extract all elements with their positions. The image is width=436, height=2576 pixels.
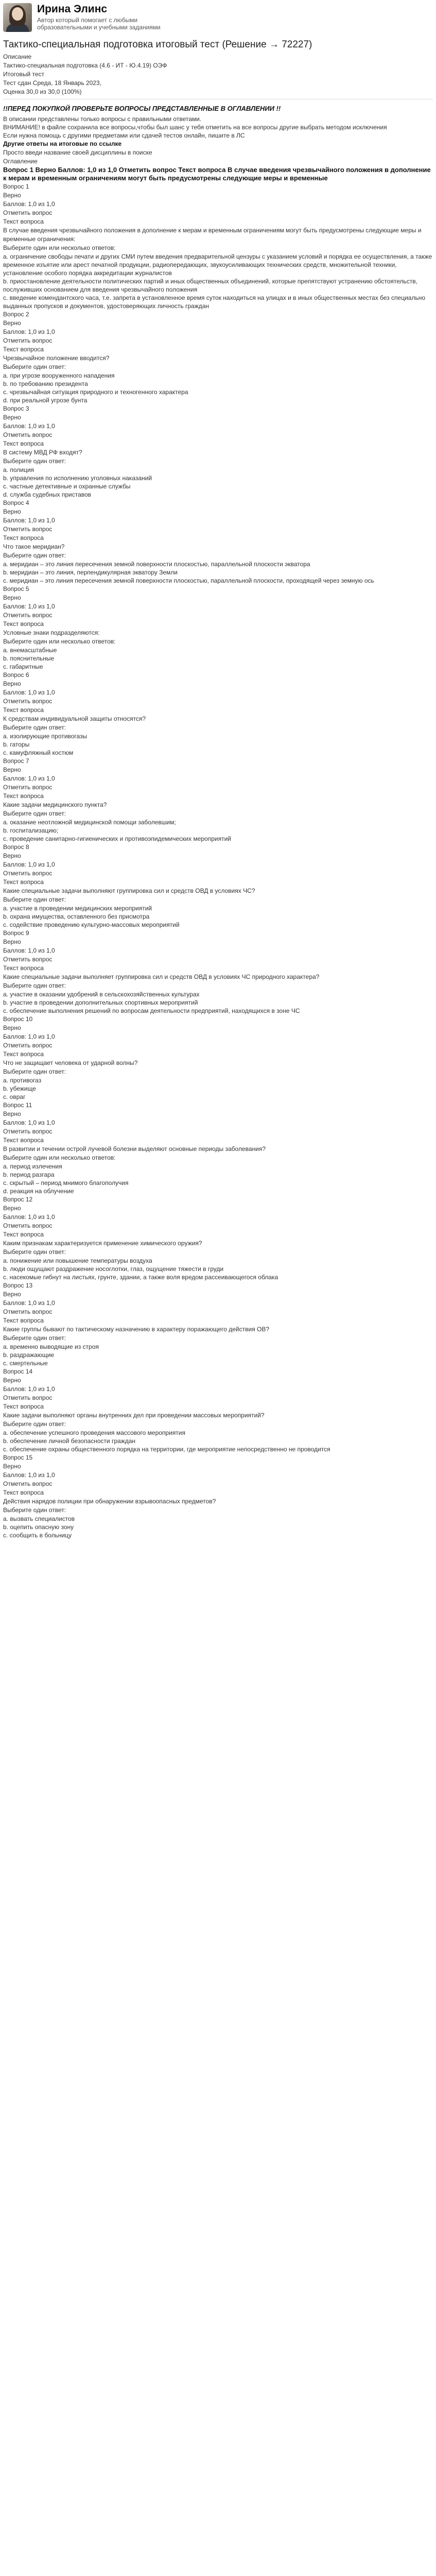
question-block	[0, 1101, 436, 1195]
question-block	[0, 1453, 436, 1539]
answer-instruction: Выберите один ответ:	[3, 724, 66, 731]
question-score: Баллов: 1,0 из 1,0	[3, 1033, 55, 1040]
question-number: Вопрос 14	[3, 1368, 33, 1375]
flag-question-link[interactable]: Отметить вопрос	[3, 1394, 53, 1401]
flag-question-link[interactable]: Отметить вопрос	[3, 337, 53, 344]
question-number: Вопрос 4	[3, 499, 29, 506]
question-score: Баллов: 1,0 из 1,0	[3, 1213, 55, 1221]
other-tests-link[interactable]: Другие ответы на итоговые по ссылке	[3, 140, 122, 147]
question-text: Какие группы бывают по тактическому назначению в характеру поражающего действия ОВ?	[3, 1326, 270, 1333]
intro-line: В описании представлены только вопросы с правильными ответами.	[3, 115, 202, 123]
question-text-label: Текст вопроса	[3, 218, 44, 225]
question-score: Баллов: 1,0 из 1,0	[3, 689, 55, 696]
answer-option: b. убежище	[3, 1085, 36, 1092]
flag-question-link[interactable]: Отметить вопрос	[3, 1480, 53, 1487]
question-number: Вопрос 11	[3, 1101, 32, 1109]
answer-option: d. служба судебных приставов	[3, 491, 92, 498]
author-name[interactable]: Ирина Элинс	[37, 3, 108, 15]
answer-instruction: Выберите один ответ:	[3, 457, 66, 465]
answer-option: a. внемасштабные	[3, 647, 57, 654]
question-block	[0, 404, 436, 499]
answer-instruction: Выберите один или несколько ответов:	[3, 638, 116, 645]
question-text: Чрезвычайное положение вводится?	[3, 354, 110, 362]
answer-option: d. реакция на облучение	[3, 1188, 74, 1195]
question-text-label: Текст вопроса	[3, 964, 44, 972]
question-number: Вопрос 13	[3, 1282, 33, 1289]
question-status: Верно	[3, 1463, 21, 1470]
question-block	[0, 310, 436, 404]
answer-option: c. чрезвычайная ситуация природного и техногенного характера	[3, 388, 188, 396]
question-score: Баллов: 1,0 из 1,0	[3, 861, 55, 868]
question-status: Верно	[3, 192, 21, 199]
flag-question-link[interactable]: Отметить вопрос	[3, 1222, 53, 1229]
answer-option: b. пояснительные	[3, 655, 55, 662]
question-number: Вопрос 10	[3, 1015, 33, 1023]
first-question-summary: Вопрос 1 Верно Баллов: 1,0 из 1,0 Отметить вопрос Текст вопроса В случае введения чрезвычайного положения в дополнение к мерам и временным ограничениям могут быть предусмотрены следующие меры и временные	[3, 166, 431, 182]
answer-option: c. насекомые гибнут на листьях, грунте, здании, а также воля вредом рассеивающегося облака	[3, 1274, 278, 1281]
meta-line: Тактико-специальная подготовка (4.6 - ИТ - Ю.4.19) ОЭФ	[3, 62, 167, 69]
answer-option: b. раздражающие	[3, 1351, 55, 1359]
question-number: Вопрос 7	[3, 757, 29, 765]
answer-option: c. обеспечение выполнения решений по вопросам деятельности предприятий, находящихся в зоне ЧС	[3, 1007, 300, 1014]
question-status: Верно	[3, 766, 21, 773]
flag-question-link[interactable]: Отметить вопрос	[3, 1042, 53, 1049]
question-number: Вопрос 12	[3, 1196, 33, 1203]
question-number: Вопрос 8	[3, 843, 29, 851]
question-text: Действия нарядов полиции при обнаружении взрывоопасных предметов?	[3, 1498, 216, 1505]
answer-option: d. при реальной угрозе бунта	[3, 397, 88, 404]
answer-option: c. содействие проведению культурно-массовых мероприятий	[3, 921, 180, 928]
question-number: Вопрос 15	[3, 1454, 33, 1461]
answer-option: c. смертельные	[3, 1360, 48, 1367]
question-text: Условные знаки подразделяются:	[3, 629, 100, 636]
question-block	[0, 182, 436, 310]
flag-question-link[interactable]: Отметить вопрос	[3, 698, 53, 705]
answer-instruction: Выберите один ответ:	[3, 896, 66, 903]
answer-option: c. сообщить в больницу	[3, 1532, 72, 1539]
question-text: К средствам индивидуальной защиты относятся?	[3, 715, 146, 722]
question-block	[0, 843, 436, 929]
document-meta	[0, 53, 436, 96]
question-text-label: Текст вопроса	[3, 706, 44, 714]
question-score: Баллов: 1,0 из 1,0	[3, 603, 55, 610]
answer-option: a. период излечения	[3, 1163, 62, 1170]
intro-line: Если нужна помощь с другими предметами или сдачей тестов онлайн, пишите в ЛС	[3, 132, 245, 139]
question-block	[0, 929, 436, 1015]
intro-line: ВНИМАНИЕ! в файле сохранила все вопросы,чтобы был шанс у тебя отметить на все вопросы другие выбрать методом исключения	[3, 124, 387, 131]
toc-label: Оглавление	[3, 158, 38, 165]
question-status: Верно	[3, 852, 21, 859]
answer-instruction: Выберите один ответ:	[3, 982, 66, 989]
question-number: Вопрос 1	[3, 183, 29, 190]
question-text: Какие задачи медицинского пункта?	[3, 801, 107, 808]
question-text: В развитии и течении острой лучевой болезни выделяют основные периоды заболевания?	[3, 1145, 266, 1153]
question-block	[0, 585, 436, 671]
question-status: Верно	[3, 1291, 21, 1298]
purchase-notice: !!ПЕРЕД ПОКУПКОЙ ПРОВЕРЬТЕ ВОПРОСЫ ПРЕДСТАВЛЕННЫЕ В ОГЛАВЛЕНИИ !!	[3, 105, 281, 112]
question-block	[0, 1195, 436, 1281]
question-status: Верно	[3, 1110, 21, 1117]
question-text: Какие задачи выполняют органы внутренних дел при проведении массовых мероприятий?	[3, 1412, 265, 1419]
meta-line: Оценка 30,0 из 30,0 (100%)	[3, 88, 82, 95]
answer-option: c. обеспечение охраны общественного порядка на территории, где мероприятие непосредственно не проводится	[3, 1446, 330, 1453]
question-text: Какие специальные задачи выполняет группировка сил и средств ОВД в условиях ЧС природного характера?	[3, 973, 320, 980]
answer-option: c. введение комендантского часа, т.е. запрета в установленное время суток находиться на улицах и в иных общественных местах без специально выданных пропусков и документов, удостоверяющих личность граждан	[3, 294, 425, 310]
flag-question-link[interactable]: Отметить вопрос	[3, 526, 53, 533]
answer-instruction: Выберите один ответ:	[3, 1420, 66, 1428]
answer-option: c. габаритные	[3, 663, 43, 670]
meta-line: Тест сдан Среда, 18 Январь 2023,	[3, 79, 102, 87]
flag-question-link[interactable]: Отметить вопрос	[3, 1308, 53, 1315]
flag-question-link[interactable]: Отметить вопрос	[3, 209, 53, 216]
answer-option: a. полиция	[3, 466, 34, 473]
answer-instruction: Выберите один ответ:	[3, 552, 66, 559]
answer-option: a. при угрозе вооруженного нападения	[3, 372, 115, 379]
answer-option: b. гаторы	[3, 741, 30, 748]
author-card	[0, 0, 436, 34]
question-text-label: Текст вопроса	[3, 620, 44, 628]
author-avatar[interactable]	[3, 3, 32, 32]
question-number: Вопрос 6	[3, 671, 29, 679]
answer-instruction: Выберите один ответ:	[3, 810, 66, 817]
question-text-label: Текст вопроса	[3, 1231, 44, 1238]
question-block	[0, 499, 436, 585]
questions-list	[0, 182, 436, 1539]
answer-option: a. оказание неотложной медицинской помощи заболевшим;	[3, 819, 176, 826]
answer-option: c. частные детективные и охранные службы	[3, 483, 131, 490]
question-text-label: Текст вопроса	[3, 792, 44, 800]
answer-option: a. обеспечение успешного проведения массового мероприятия	[3, 1429, 185, 1436]
question-score: Баллов: 1,0 из 1,0	[3, 947, 55, 954]
question-number: Вопрос 9	[3, 929, 29, 937]
question-text: В систему МВД РФ входят?	[3, 449, 82, 456]
question-score: Баллов: 1,0 из 1,0	[3, 1119, 55, 1126]
flag-question-link[interactable]: Отметить вопрос	[3, 870, 53, 877]
answer-option: a. противогаз	[3, 1077, 42, 1084]
question-status: Верно	[3, 508, 21, 515]
question-text: Что такое меридиан?	[3, 543, 65, 550]
answer-instruction: Выберите один ответ:	[3, 1248, 66, 1256]
answer-instruction: Выберите один ответ:	[3, 1068, 66, 1075]
question-text-label: Текст вопроса	[3, 1050, 44, 1058]
flag-question-link[interactable]: Отметить вопрос	[3, 431, 53, 438]
answer-option: b. оцепить опасную зону	[3, 1523, 74, 1531]
question-block	[0, 1015, 436, 1101]
question-text-label: Текст вопроса	[3, 534, 44, 541]
question-block	[0, 1281, 436, 1367]
question-text-label: Текст вопроса	[3, 440, 44, 447]
answer-option: a. временно выводящие из строя	[3, 1343, 99, 1350]
meta-line: Описание	[3, 53, 32, 60]
answer-option: a. изолирующие противогазы	[3, 733, 88, 740]
answer-option: b. приостановление деятельности политических партий и иных общественных объединений, которые препятствуют устранению обстоятельств, послуживших основанием для введения чрезвычайного положения	[3, 278, 417, 293]
question-score: Баллов: 1,0 из 1,0	[3, 1471, 55, 1479]
answer-instruction: Выберите один ответ:	[3, 1334, 66, 1342]
answer-option: a. участие в оказании удобрений в сельскохозяйственных культурах	[3, 991, 200, 998]
answer-option: b. меридиан – это линия, перпендикулярная экватору Земли	[3, 569, 178, 576]
question-status: Верно	[3, 1024, 21, 1031]
question-status: Верно	[3, 594, 21, 601]
question-score: Баллов: 1,0 из 1,0	[3, 775, 55, 782]
answer-option: a. вызвать специалистов	[3, 1515, 75, 1522]
answer-option: b. управления по исполнению уголовных наказаний	[3, 474, 152, 482]
answer-option: a. меридиан – это линия пересечения земной поверхности плоскостью, параллельной плоскости экватора	[3, 561, 310, 568]
flag-question-link[interactable]: Отметить вопрос	[3, 956, 53, 963]
question-text: Каким признакам характеризуется применение химического оружия?	[3, 1240, 202, 1247]
answer-instruction: Выберите один или несколько ответов:	[3, 244, 116, 251]
question-score: Баллов: 1,0 из 1,0	[3, 517, 55, 524]
answer-option: b. госпитализацию;	[3, 827, 59, 834]
flag-question-link[interactable]: Отметить вопрос	[3, 1128, 53, 1135]
answer-option: c. скрытый – период мнимого благополучия	[3, 1179, 129, 1187]
question-score: Баллов: 1,0 из 1,0	[3, 200, 55, 208]
question-score: Баллов: 1,0 из 1,0	[3, 1299, 55, 1307]
question-text: Какие специальные задачи выполняют группировка сил и средств ОВД в условиях ЧС?	[3, 887, 255, 894]
document-title: Тактико-специальная подготовка итоговый тест (Решение → 72227)	[3, 39, 312, 50]
author-info	[32, 3, 191, 31]
question-score: Баллов: 1,0 из 1,0	[3, 1385, 55, 1393]
question-block	[0, 1367, 436, 1453]
answer-option: b. период разгара	[3, 1171, 55, 1178]
answer-option: a. ограничение свободы печати и других СМИ путем введения предварительной цензуры с указанием условий и порядка ее осуществления, а также временное изъятие или арест печатной продукции, радиопередающих, звукоусиливающих технических средств, множительной техники, установление особого порядка аккредитации журналистов	[3, 253, 432, 277]
question-text-label: Текст вопроса	[3, 1137, 44, 1144]
question-text-label: Текст вопроса	[3, 878, 44, 886]
question-text-label: Текст вопроса	[3, 1403, 44, 1410]
intro-block	[0, 115, 436, 140]
author-bio: Автор который помогает с любыми образовательными и учебными заданиями	[37, 16, 161, 31]
flag-question-link[interactable]: Отметить вопрос	[3, 612, 53, 619]
question-text: В случае введения чрезвычайного положения в дополнение к мерам и временным ограничениям могут быть предусмотрены следующие меры и временные ограничения:	[3, 227, 422, 243]
answer-option: c. овраг	[3, 1093, 26, 1100]
meta-line: Итоговый тест	[3, 71, 45, 78]
answer-instruction: Выберите один ответ:	[3, 363, 66, 370]
question-status: Верно	[3, 938, 21, 945]
flag-question-link[interactable]: Отметить вопрос	[3, 784, 53, 791]
answer-option: b. обеспечение личной безопасности граждан	[3, 1437, 136, 1445]
answer-option: c. камуфляжный костюм	[3, 749, 74, 756]
question-block	[0, 757, 436, 843]
question-score: Баллов: 1,0 из 1,0	[3, 422, 55, 430]
question-text-label: Текст вопроса	[3, 1489, 44, 1496]
answer-instruction: Выберите один ответ:	[3, 1506, 66, 1514]
question-status: Верно	[3, 680, 21, 687]
question-status: Верно	[3, 1205, 21, 1212]
answer-option: c. меридиан – это линия пересечения земной поверхности плоскостью, параллельной плоскости, проходящей через земную ось	[3, 577, 374, 584]
question-text: Что не защищает человека от ударной волны?	[3, 1059, 138, 1066]
answer-instruction: Выберите один или несколько ответов:	[3, 1154, 116, 1161]
question-number: Вопрос 3	[3, 405, 29, 412]
answer-option: c. проведение санитарно-гигиенических и противоэпидемических мероприятий	[3, 835, 232, 842]
question-status: Верно	[3, 1377, 21, 1384]
answer-option: b. люди ощущают раздражение носоглотки, глаз, ощущение тяжести в груди	[3, 1265, 224, 1273]
answer-option: b. по требованию президента	[3, 380, 88, 387]
question-number: Вопрос 2	[3, 311, 29, 318]
avatar-face	[12, 7, 23, 21]
answer-option: a. понижение или повышение температуры воздуха	[3, 1257, 152, 1264]
question-text-label: Текст вопроса	[3, 1317, 44, 1324]
question-number: Вопрос 5	[3, 585, 29, 592]
answer-option: b. участие в проведении дополнительных спортивных мероприятий	[3, 999, 198, 1006]
answer-option: b. охрана имущества, оставленного без присмотра	[3, 913, 150, 920]
question-block	[0, 671, 436, 757]
answer-option: a. участие в проведении медицинских мероприятий	[3, 905, 152, 912]
question-status: Верно	[3, 414, 21, 421]
other-tests-hint: Просто введи название своей дисциплины в поиске	[3, 149, 152, 156]
question-text-label: Текст вопроса	[3, 346, 44, 353]
question-status: Верно	[3, 319, 21, 327]
question-score: Баллов: 1,0 из 1,0	[3, 328, 55, 335]
